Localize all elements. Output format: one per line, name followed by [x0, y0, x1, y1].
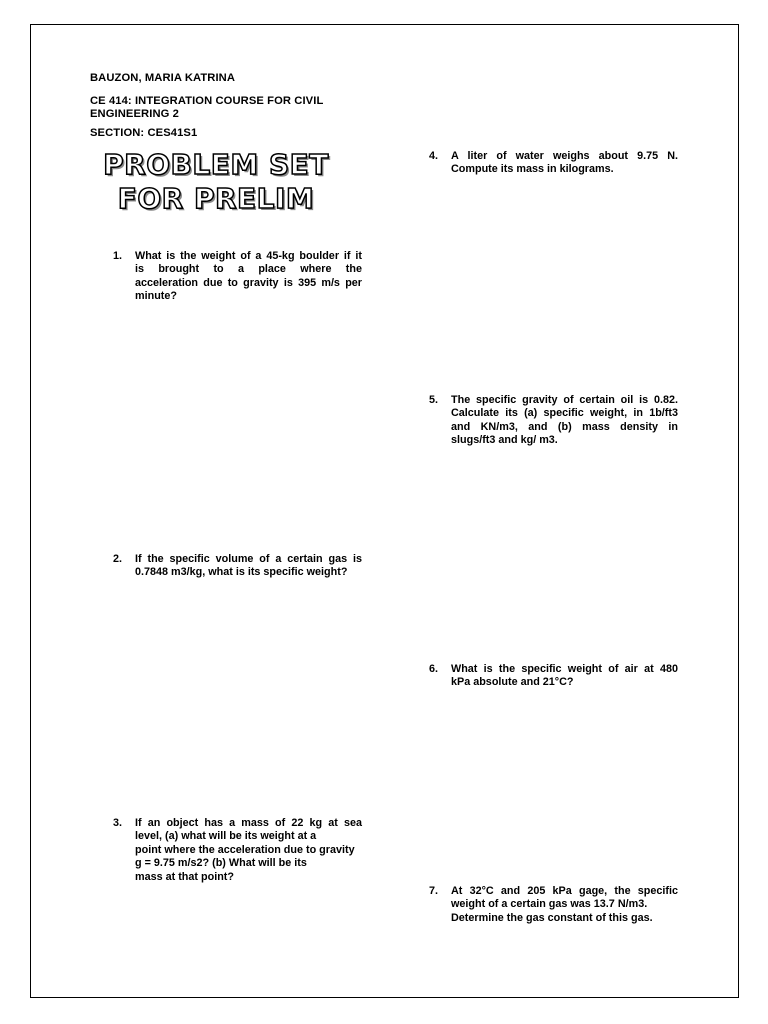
problem-line: Compute its mass in kilograms.: [451, 163, 614, 176]
course-title-line-2: ENGINEERING 2: [90, 108, 179, 120]
title-line-1: PROBLEM SET: [103, 148, 329, 181]
problem-line: What is the weight of a 45-kg boulder if it: [135, 250, 362, 262]
problem-line: slugs/ft3 and kg/ m3.: [451, 434, 558, 447]
problem-line: Determine the gas constant of this gas.: [451, 911, 653, 924]
problem-text: [451, 394, 678, 448]
problem-line: What is the specific weight of air at 480: [451, 663, 678, 675]
problem-number: 2.: [113, 553, 123, 565]
problem-text: [451, 663, 678, 690]
problem-line: and KN/m3, and (b) mass density in: [451, 420, 678, 433]
problem-text: [135, 817, 362, 884]
problem-line: mass at that point?: [135, 870, 234, 883]
problem-line: weight of a certain gas was 13.7 N/m3.: [451, 898, 648, 911]
course-title-line-1: CE 414: INTEGRATION COURSE FOR CIVIL: [90, 95, 324, 107]
problem-number: 4.: [429, 150, 439, 162]
problem-line: g = 9.75 m/s2? (b) What will be its: [135, 857, 307, 870]
problem-text: [451, 885, 678, 925]
problem-text: [451, 150, 678, 177]
problem-text: [135, 553, 362, 580]
problem-number: 7.: [429, 885, 439, 897]
problem-number: 3.: [113, 817, 123, 829]
problem-line: kPa absolute and 21°C?: [451, 676, 574, 689]
student-name: BAUZON, MARIA KATRINA: [90, 72, 236, 84]
section-label: SECTION: CES41S1: [90, 127, 198, 139]
problem-line: Calculate its (a) specific weight, in 1b/ft3: [451, 407, 678, 420]
problem-number: 5.: [429, 394, 439, 406]
problem-line: If the specific volume of a certain gas is: [135, 553, 362, 565]
problem-line: is brought to a place where the: [135, 263, 362, 276]
document-title: [96, 148, 336, 216]
title-line-2: FOR PRELIM: [117, 182, 315, 215]
problem-line: A liter of water weighs about 9.75 N.: [451, 150, 678, 162]
problem-line: level, (a) what will be its weight at a: [135, 830, 317, 843]
problem-line: point where the acceleration due to gravity: [135, 843, 355, 856]
problem-number: 6.: [429, 663, 439, 675]
problem-text: [135, 250, 362, 304]
problem-line: At 32°C and 205 kPa gage, the specific: [451, 885, 678, 897]
problem-number: 1.: [113, 250, 123, 262]
problem-line: acceleration due to gravity is 395 m/s per: [135, 276, 362, 289]
problem-line: minute?: [135, 290, 177, 303]
problem-line: The specific gravity of certain oil is 0.82.: [451, 394, 678, 406]
problem-line: If an object has a mass of 22 kg at sea: [135, 817, 362, 829]
problem-line: 0.7848 m3/kg, what is its specific weight?: [135, 566, 348, 579]
